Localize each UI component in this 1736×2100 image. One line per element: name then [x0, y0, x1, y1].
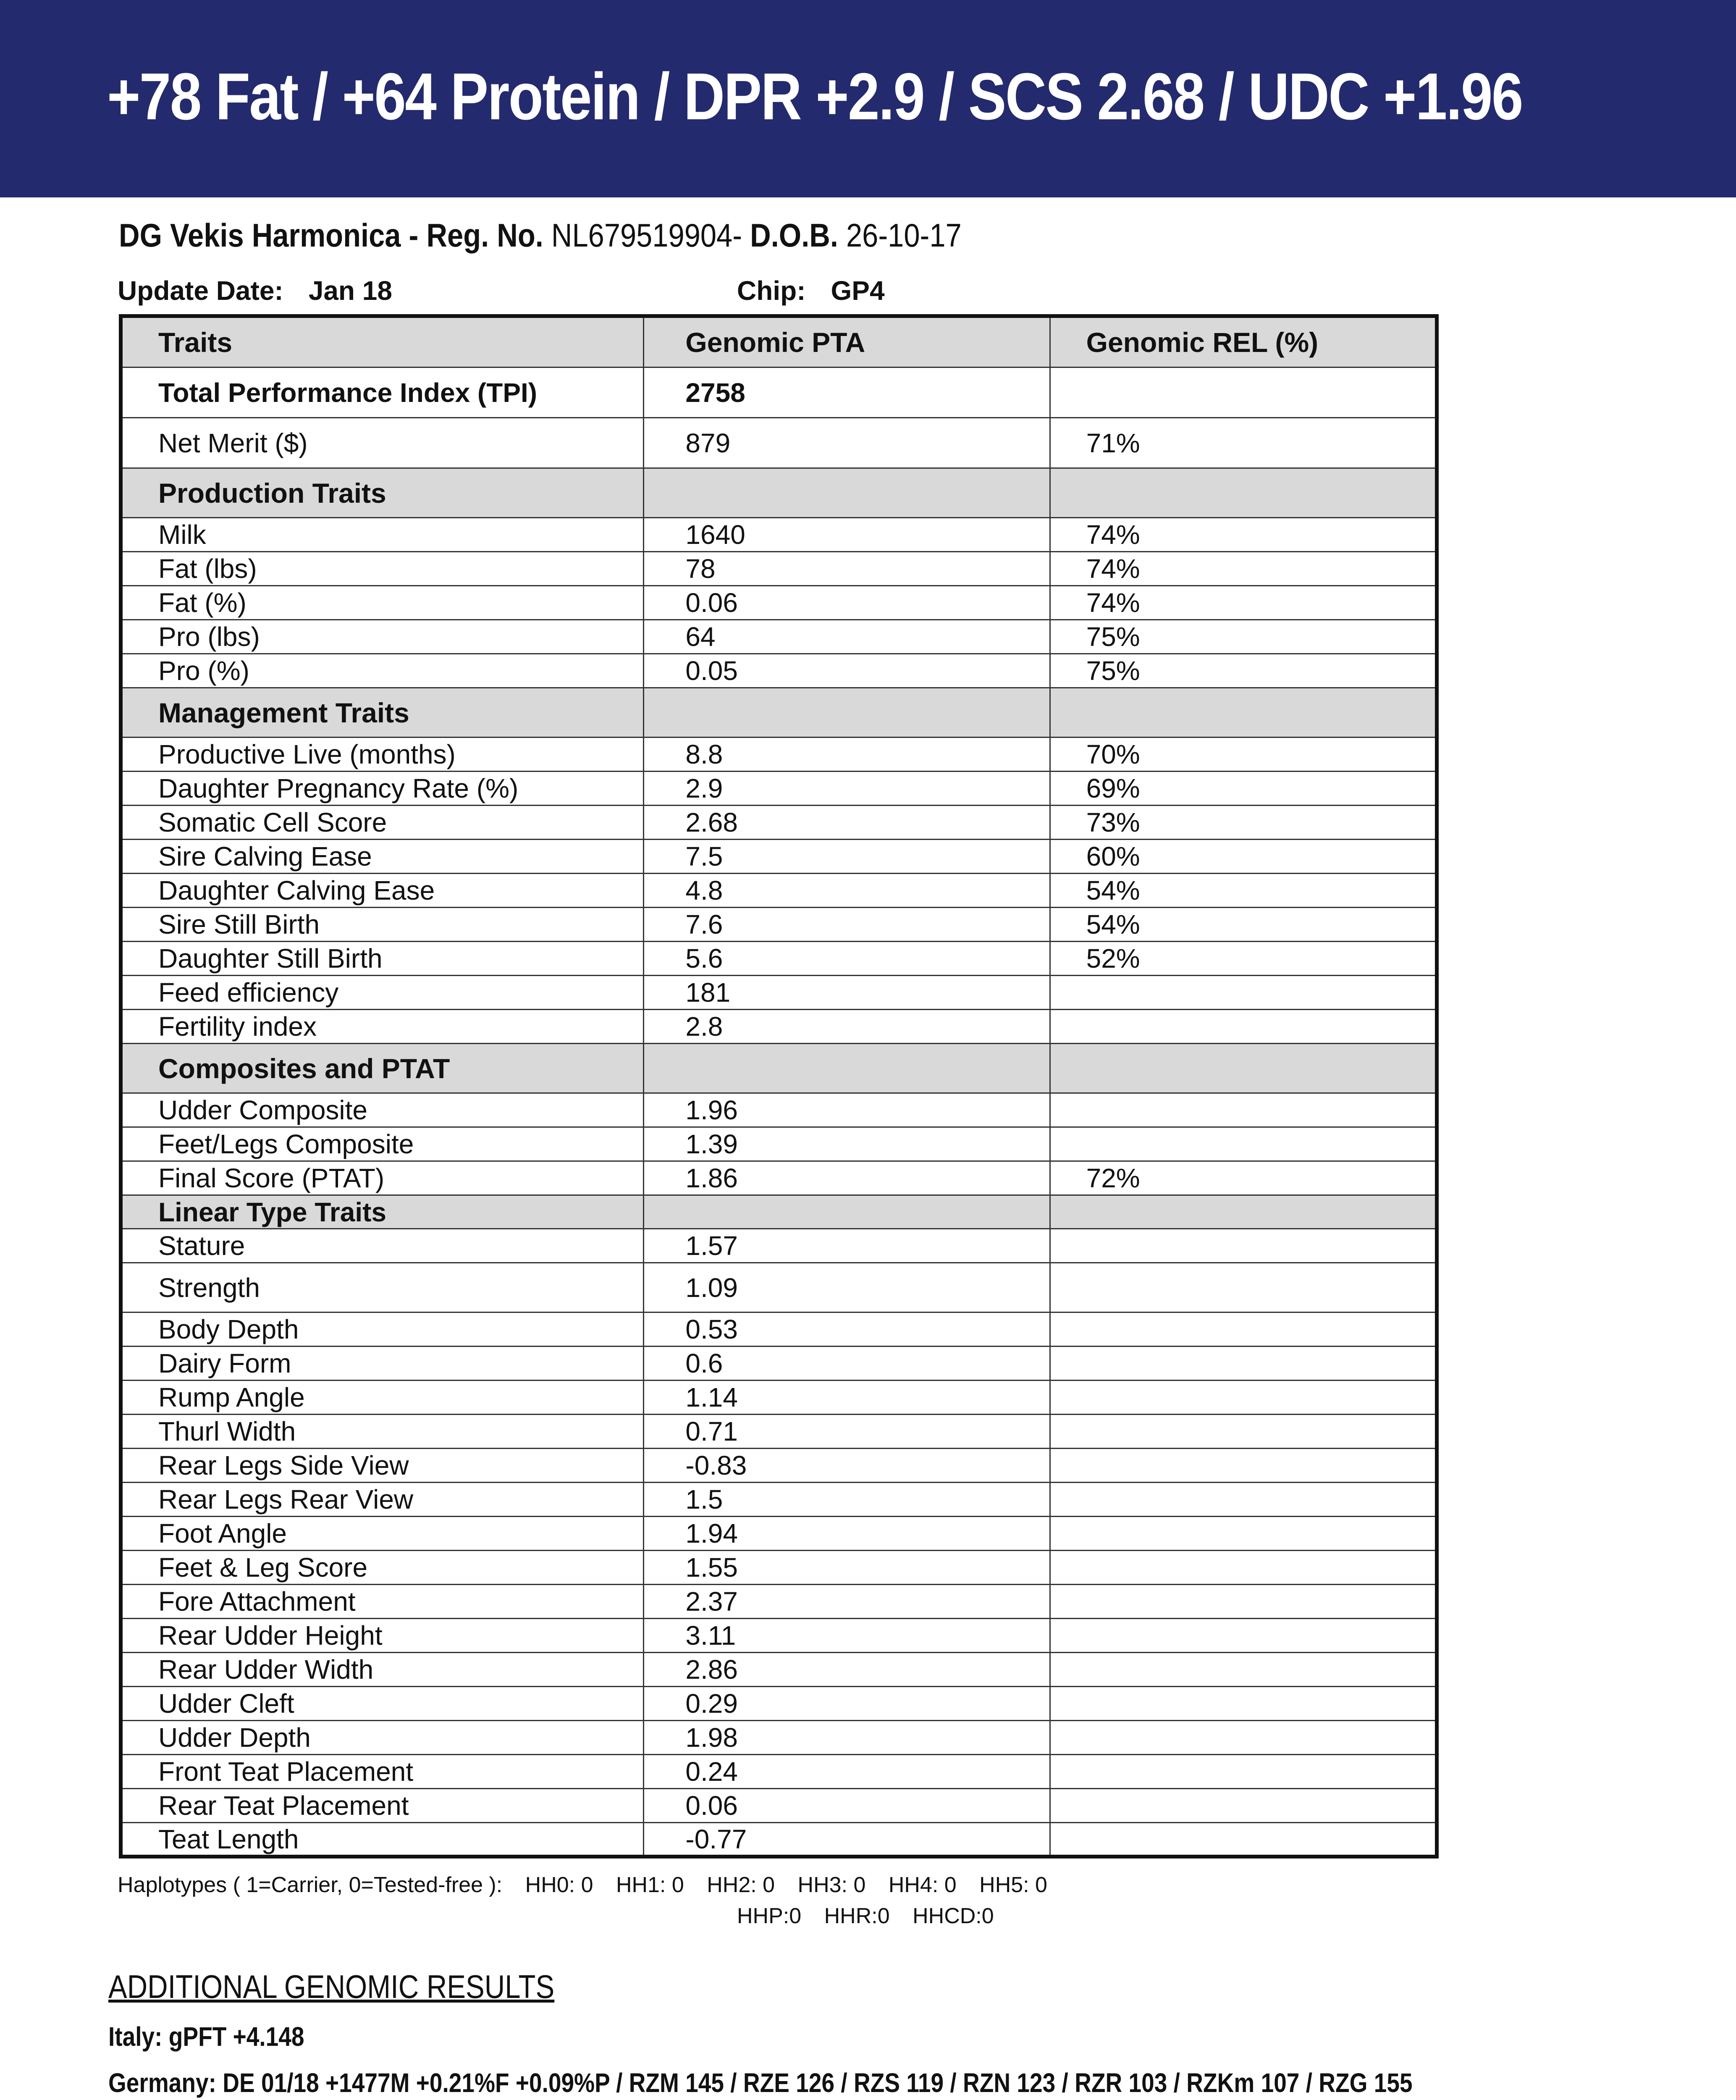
cell-rel — [1050, 1415, 1437, 1449]
haplotypes-line-1 — [118, 1872, 1064, 1898]
cell-pta: 1.39 — [644, 1127, 1050, 1161]
cell-rel: 69% — [1050, 772, 1437, 806]
cell-trait: Total Performance Index (TPI) — [121, 368, 644, 418]
section-row — [121, 468, 1437, 518]
cell-pta: 1.09 — [644, 1263, 1050, 1312]
table-row — [121, 976, 1437, 1010]
cell-rel — [1050, 1653, 1437, 1687]
cell-rel — [1050, 1551, 1437, 1585]
cell-trait: Udder Cleft — [121, 1687, 644, 1721]
cell-rel — [1050, 1093, 1437, 1127]
header-traits: Traits — [121, 316, 644, 368]
table-row — [121, 1127, 1437, 1161]
haplotype-hh3: HH3: 0 — [797, 1873, 866, 1897]
cell-trait: Somatic Cell Score — [121, 806, 644, 840]
cell-rel — [1050, 1483, 1437, 1517]
cell-pta: 7.5 — [644, 840, 1050, 874]
cell-trait: Fore Attachment — [121, 1585, 644, 1619]
cell-rel — [1050, 1229, 1437, 1263]
cell-pta: 1.57 — [644, 1229, 1050, 1263]
cell-pta: 2.37 — [644, 1585, 1050, 1619]
cell-trait: Fat (%) — [121, 586, 644, 620]
cell-pta: 0.06 — [644, 586, 1050, 620]
cell-pta: 0.29 — [644, 1687, 1050, 1721]
cell-pta: 181 — [644, 976, 1050, 1010]
cell-pta: 0.53 — [644, 1312, 1050, 1347]
header-rel: Genomic REL (%) — [1050, 316, 1437, 368]
cell-rel — [1050, 1010, 1437, 1044]
cell-pta: 1.98 — [644, 1721, 1050, 1755]
cell-trait: Fat (lbs) — [121, 552, 644, 586]
cell-rel: 74% — [1050, 586, 1437, 620]
cell-rel: 72% — [1050, 1161, 1437, 1195]
cell-rel — [1050, 1755, 1437, 1789]
cell-trait: Sire Calving Ease — [121, 840, 644, 874]
haplotypes-label: Haplotypes ( 1=Carrier, 0=Tested-free ): — [118, 1873, 503, 1897]
cell-rel — [1050, 468, 1437, 518]
table-row — [121, 1381, 1437, 1415]
cell-trait: Rear Teat Placement — [121, 1789, 644, 1823]
table-row — [121, 1653, 1437, 1687]
cell-trait: Front Teat Placement — [121, 1755, 644, 1789]
cell-pta: -0.83 — [644, 1449, 1050, 1483]
cell-rel: 60% — [1050, 840, 1437, 874]
table-row — [121, 1483, 1437, 1517]
cell-rel — [1050, 1721, 1437, 1755]
table-row — [121, 908, 1437, 942]
table-row — [121, 1093, 1437, 1127]
cell-trait: Feet/Legs Composite — [121, 1127, 644, 1161]
cell-pta: 1.94 — [644, 1517, 1050, 1551]
cell-pta: 879 — [644, 418, 1050, 468]
table-header-row — [121, 316, 1437, 368]
cell-pta: 3.11 — [644, 1619, 1050, 1653]
cell-rel: 70% — [1050, 738, 1437, 772]
cell-trait: Composites and PTAT — [121, 1044, 644, 1093]
cell-rel — [1050, 1585, 1437, 1619]
table-row — [121, 1687, 1437, 1721]
cell-trait: Body Depth — [121, 1312, 644, 1347]
cell-trait: Udder Composite — [121, 1093, 644, 1127]
table-row — [121, 1823, 1437, 1857]
cell-pta: 5.6 — [644, 942, 1050, 976]
haplotype-hhr: HHR:0 — [824, 1904, 890, 1928]
cell-rel: 54% — [1050, 908, 1437, 942]
table-row — [121, 1010, 1437, 1044]
table-row — [121, 1415, 1437, 1449]
cell-rel — [1050, 1517, 1437, 1551]
table-row — [121, 1229, 1437, 1263]
table-row — [121, 1347, 1437, 1381]
cell-rel — [1050, 1449, 1437, 1483]
table-row — [121, 1517, 1437, 1551]
table-row — [121, 1551, 1437, 1585]
cell-trait: Production Traits — [121, 468, 644, 518]
table-row — [121, 552, 1437, 586]
cell-pta: 2.9 — [644, 772, 1050, 806]
section-row — [121, 1195, 1437, 1229]
cell-pta: 2.68 — [644, 806, 1050, 840]
banner-title: +78 Fat / +64 Protein / DPR +2.9 / SCS 2.68 / UDC +1.96 — [107, 60, 1522, 134]
haplotypes-line-2 — [737, 1903, 1011, 1929]
cell-rel: 74% — [1050, 518, 1437, 552]
cell-pta: 0.24 — [644, 1755, 1050, 1789]
cell-pta: 1.5 — [644, 1483, 1050, 1517]
update-label: Update Date: — [118, 276, 283, 306]
table-row — [121, 772, 1437, 806]
cell-pta: 2758 — [644, 368, 1050, 418]
cell-trait: Pro (lbs) — [121, 620, 644, 654]
table-row — [121, 518, 1437, 552]
cell-trait: Fertility index — [121, 1010, 644, 1044]
cell-trait: Foot Angle — [121, 1517, 644, 1551]
table-row — [121, 840, 1437, 874]
cell-rel — [1050, 1381, 1437, 1415]
table-row — [121, 586, 1437, 620]
cell-rel — [1050, 1823, 1437, 1857]
chip-label: Chip: — [737, 276, 806, 306]
cell-trait: Productive Live (months) — [121, 738, 644, 772]
cell-trait: Daughter Calving Ease — [121, 874, 644, 908]
reg-label: Reg. No. — [426, 217, 543, 254]
cell-pta: 4.8 — [644, 874, 1050, 908]
cell-pta: 1.86 — [644, 1161, 1050, 1195]
additional-results-heading: ADDITIONAL GENOMIC RESULTS — [108, 1968, 555, 2005]
header-banner — [0, 0, 1736, 197]
cell-rel: 73% — [1050, 806, 1437, 840]
section-row — [121, 688, 1437, 738]
haplotype-hhp: HHP:0 — [737, 1904, 802, 1928]
cell-pta — [644, 1044, 1050, 1093]
cell-rel — [1050, 1347, 1437, 1381]
table-row — [121, 738, 1437, 772]
haplotype-hh0: HH0: 0 — [525, 1873, 593, 1897]
cell-rel — [1050, 1127, 1437, 1161]
table-row — [121, 1585, 1437, 1619]
cell-pta — [644, 468, 1050, 518]
cell-pta — [644, 688, 1050, 738]
cell-rel — [1050, 1263, 1437, 1312]
haplotype-hh4: HH4: 0 — [888, 1873, 957, 1897]
cell-trait: Final Score (PTAT) — [121, 1161, 644, 1195]
cell-pta: 0.71 — [644, 1415, 1050, 1449]
cell-pta: 2.86 — [644, 1653, 1050, 1687]
table-row — [121, 1789, 1437, 1823]
table-row — [121, 1619, 1437, 1653]
chip-value: GP4 — [831, 276, 885, 306]
cell-trait: Daughter Still Birth — [121, 942, 644, 976]
cell-pta: -0.77 — [644, 1823, 1050, 1857]
cell-rel: 71% — [1050, 418, 1437, 468]
cell-trait: Rear Udder Height — [121, 1619, 644, 1653]
table-row — [121, 1263, 1437, 1312]
cell-rel — [1050, 1312, 1437, 1347]
cell-rel: 75% — [1050, 620, 1437, 654]
cell-trait: Udder Depth — [121, 1721, 644, 1755]
table-row — [121, 806, 1437, 840]
table-row — [121, 418, 1437, 468]
haplotype-hh5: HH5: 0 — [979, 1873, 1047, 1897]
cell-trait: Strength — [121, 1263, 644, 1312]
cell-trait: Pro (%) — [121, 654, 644, 688]
cell-pta — [644, 1195, 1050, 1229]
cell-rel — [1050, 1619, 1437, 1653]
table-row — [121, 874, 1437, 908]
italy-result: Italy: gPFT +4.148 — [108, 2021, 304, 2052]
haplotype-hh2: HH2: 0 — [707, 1873, 775, 1897]
reg-value: NL679519904- — [551, 217, 742, 254]
cell-trait: Sire Still Birth — [121, 908, 644, 942]
cell-trait: Rump Angle — [121, 1381, 644, 1415]
header-pta: Genomic PTA — [644, 316, 1050, 368]
cell-rel — [1050, 1687, 1437, 1721]
chip — [737, 275, 910, 306]
cell-pta: 1.96 — [644, 1093, 1050, 1127]
cell-trait: Feed efficiency — [121, 976, 644, 1010]
cell-rel: 75% — [1050, 654, 1437, 688]
cell-pta: 1.55 — [644, 1551, 1050, 1585]
germany-result: Germany: DE 01/18 +1477M +0.21%F +0.09%P / RZM 145 / RZE 126 / RZS 119 / RZN 123 / RZR 103 / RZKm 107 / RZG 155 — [108, 2068, 1413, 2098]
cell-pta: 64 — [644, 620, 1050, 654]
cell-pta: 0.06 — [644, 1789, 1050, 1823]
cell-pta: 0.05 — [644, 654, 1050, 688]
update-date — [118, 275, 417, 306]
table-row — [121, 1721, 1437, 1755]
cell-trait: Linear Type Traits — [121, 1195, 644, 1229]
cell-pta: 1.14 — [644, 1381, 1050, 1415]
cell-rel: 74% — [1050, 552, 1437, 586]
table-row — [121, 1161, 1437, 1195]
cell-trait: Feet & Leg Score — [121, 1551, 644, 1585]
haplotype-hh1: HH1: 0 — [616, 1873, 684, 1897]
animal-id-line — [119, 216, 962, 255]
cell-rel — [1050, 368, 1437, 418]
table-row — [121, 1755, 1437, 1789]
cell-trait: Thurl Width — [121, 1415, 644, 1449]
cell-pta: 8.8 — [644, 738, 1050, 772]
cell-trait: Rear Legs Side View — [121, 1449, 644, 1483]
table-row — [121, 620, 1437, 654]
table-row — [121, 1312, 1437, 1347]
cell-rel — [1050, 688, 1437, 738]
cell-rel — [1050, 1789, 1437, 1823]
section-row — [121, 1044, 1437, 1093]
traits-table — [119, 314, 1439, 1858]
update-value: Jan 18 — [308, 276, 392, 306]
cell-rel — [1050, 1195, 1437, 1229]
table-row — [121, 654, 1437, 688]
cell-trait: Rear Udder Width — [121, 1653, 644, 1687]
cell-trait: Management Traits — [121, 688, 644, 738]
table-row — [121, 1449, 1437, 1483]
cell-pta: 7.6 — [644, 908, 1050, 942]
cell-pta: 2.8 — [644, 1010, 1050, 1044]
cell-pta: 78 — [644, 552, 1050, 586]
cell-trait: Rear Legs Rear View — [121, 1483, 644, 1517]
cell-trait: Net Merit ($) — [121, 418, 644, 468]
dob-value: 26-10-17 — [846, 217, 962, 254]
cell-trait: Stature — [121, 1229, 644, 1263]
cell-trait: Dairy Form — [121, 1347, 644, 1381]
cell-trait: Daughter Pregnancy Rate (%) — [121, 772, 644, 806]
table-row — [121, 942, 1437, 976]
table-row — [121, 368, 1437, 418]
cell-rel — [1050, 1044, 1437, 1093]
haplotype-hhcd: HHCD:0 — [913, 1904, 994, 1928]
cell-rel: 52% — [1050, 942, 1437, 976]
cell-trait: Milk — [121, 518, 644, 552]
cell-trait: Teat Length — [121, 1823, 644, 1857]
cell-pta: 0.6 — [644, 1347, 1050, 1381]
dob-label: D.O.B. — [750, 217, 838, 254]
animal-name: DG Vekis Harmonica - — [119, 217, 419, 254]
cell-rel — [1050, 976, 1437, 1010]
cell-rel: 54% — [1050, 874, 1437, 908]
cell-pta: 1640 — [644, 518, 1050, 552]
